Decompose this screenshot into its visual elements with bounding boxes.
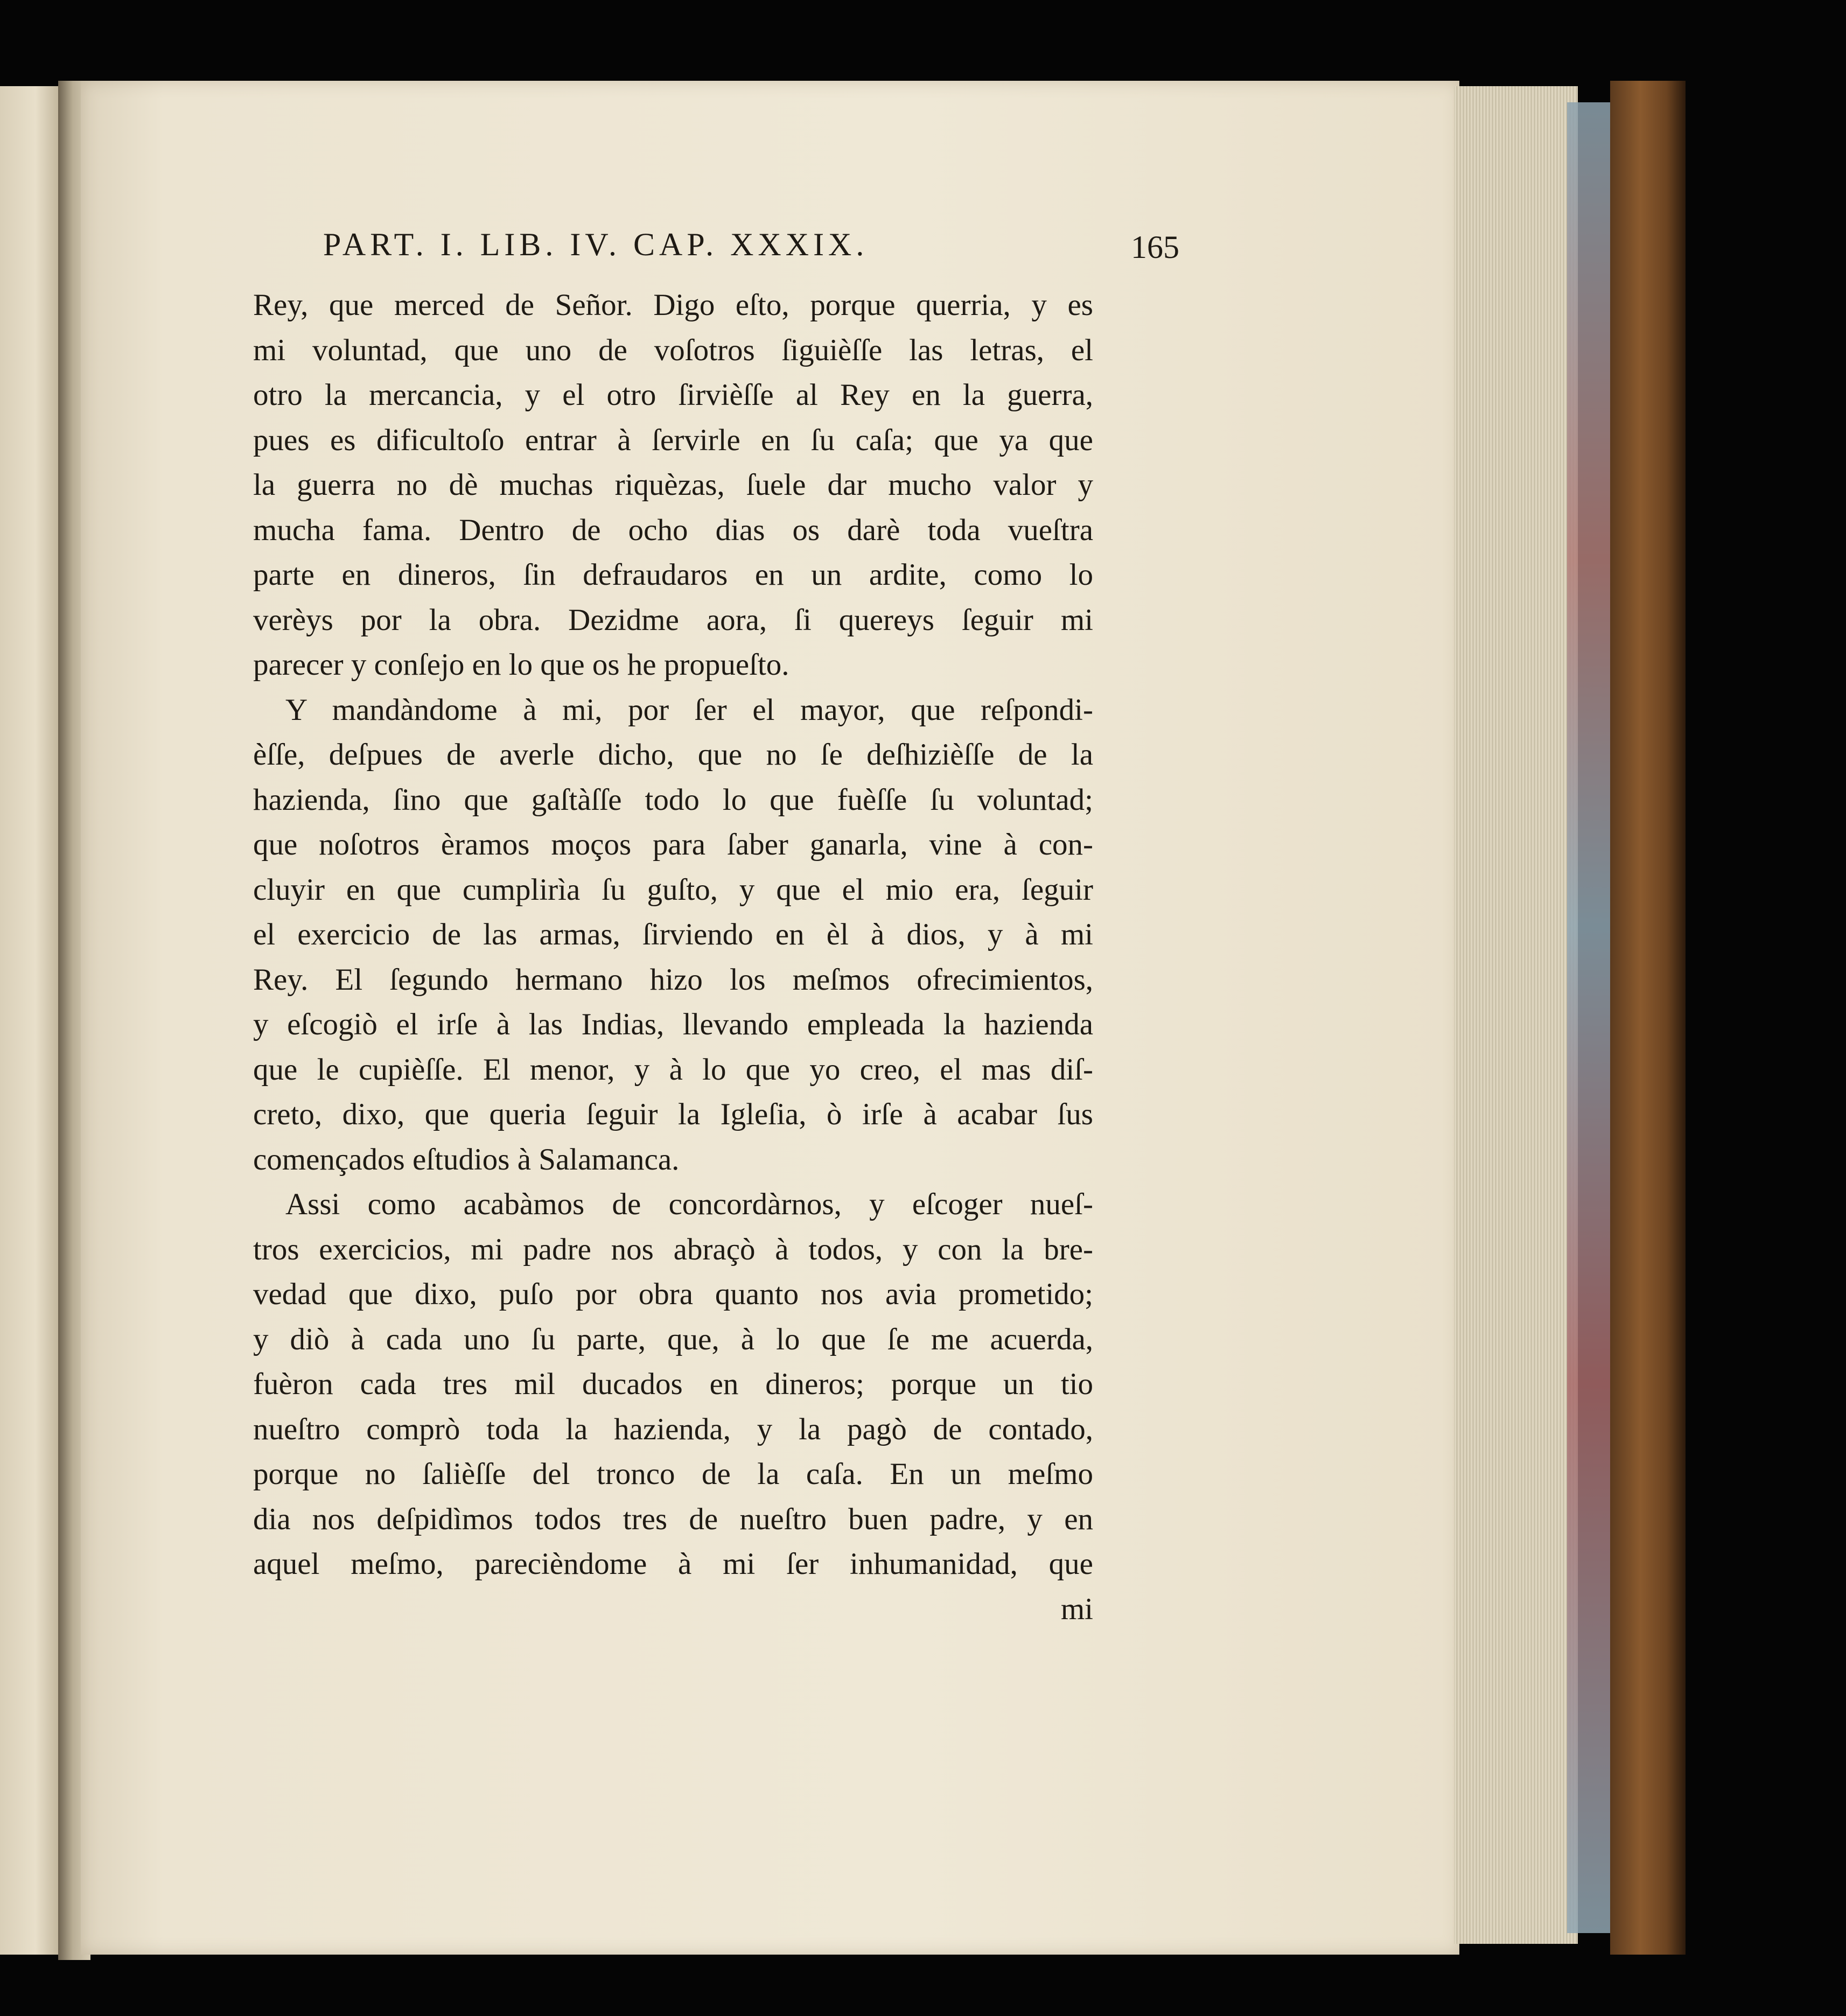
left-page-edge: [0, 86, 65, 1955]
text-line: èſſe, deſpues de averle dicho, que no ſe deſhizièſſe de la: [253, 738, 1093, 772]
text-line: verèys por la obra. Dezidme aora, ſi quereys ſeguir mi: [253, 603, 1093, 637]
text-line: el exercicio de las armas, ſirviendo en èl à dios, y à mi: [253, 918, 1093, 951]
marbled-endpaper: [1567, 102, 1610, 1933]
text-line: començados eſtudios à Salamanca.: [253, 1142, 680, 1177]
text-line: creto, dixo, que queria ſeguir la Igleſia, ò irſe à acabar ſus: [253, 1097, 1093, 1131]
text-line: y diò à cada uno ſu parte, que, à lo que ſe me acuerda,: [253, 1322, 1093, 1356]
text-line: mucha fama. Dentro de ocho dias os darè toda vueſtra: [253, 513, 1093, 547]
text-line: parecer y conſejo en lo que os he propueſto.: [253, 648, 789, 682]
text-line: y eſcogiò el irſe à las Indias, llevando empleada la hazienda: [253, 1007, 1093, 1041]
text-line: pues es dificultoſo entrar à ſervirle en ſu caſa; que ya que: [253, 423, 1093, 457]
body-text: [253, 283, 1093, 1632]
text-line: fuèron cada tres mil ducados en dineros; porque un tio: [253, 1367, 1093, 1401]
text-line: que le cupièſſe. El menor, y à lo que yo creo, el mas diſ-: [253, 1052, 1093, 1087]
text-line: parte en dineros, ſin defraudaros en un ardite, como lo: [253, 558, 1093, 592]
text-line: que noſotros èramos moços para ſaber ganarla, vine à con-: [253, 828, 1093, 862]
page-number: 165: [1131, 229, 1179, 265]
text-line: Rey, que merced de Señor. Digo eſto, porque querria, y es: [253, 288, 1093, 322]
text-line: mi: [1060, 1592, 1093, 1626]
text-line: nueſtro comprò toda la hazienda, y la pagò de contado,: [253, 1412, 1093, 1446]
page-edges: [1454, 86, 1578, 1944]
text-line: vedad que dixo, puſo por obra quanto nos avia prometido;: [253, 1277, 1093, 1311]
text-line: Y mandàndome à mi, por ſer el mayor, que reſpondi-: [285, 692, 1093, 727]
text-line: cluyir en que cumplirìa ſu guſto, y que el mio era, ſeguir: [253, 872, 1093, 907]
text-line: otro la mercancia, y el otro ſirvièſſe al Rey en la guerra,: [253, 378, 1093, 412]
running-head: PART. I. LIB. IV. CAP. XXXIX.: [323, 227, 869, 262]
text-line: aquel meſmo, parecièndome à mi ſer inhumanidad, que: [253, 1547, 1093, 1581]
text-line: tros exercicios, mi padre nos abraçò à todos, y con la bre-: [253, 1232, 1093, 1266]
text-line: mi voluntad, que uno de voſotros ſiguièſſe las letras, el: [253, 333, 1093, 367]
text-line: Assi como acabàmos de concordàrnos, y eſcoger nueſ-: [285, 1187, 1093, 1221]
leather-binding: [1610, 81, 1686, 1955]
page-header: [253, 226, 1179, 269]
text-line: Rey. El ſegundo hermano hizo los meſmos ofrecimientos,: [253, 962, 1093, 997]
text-line: hazienda, ſino que gaſtàſſe todo lo que fuèſſe ſu voluntad;: [253, 782, 1093, 817]
text-line: porque no ſalièſſe del tronco de la caſa. En un meſmo: [253, 1457, 1093, 1491]
text-line: la guerra no dè muchas riquèzas, ſuele dar mucho valor y: [253, 468, 1093, 502]
text-line: dia nos deſpidìmos todos tres de nueſtro buen padre, y en: [253, 1502, 1093, 1536]
